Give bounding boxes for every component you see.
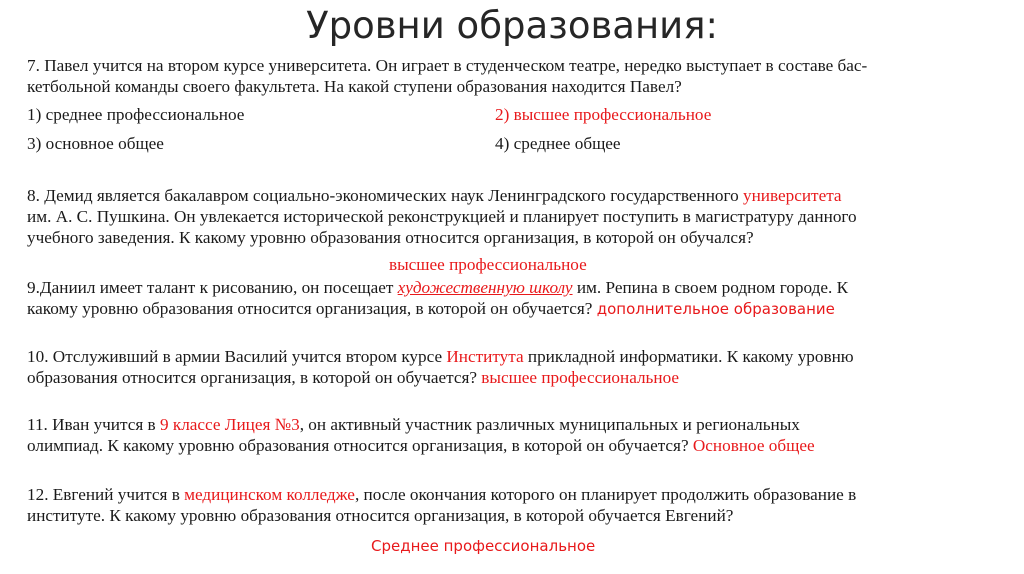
q12-text-b: , после окончания которого он планирует продолжить образование в bbox=[354, 485, 857, 504]
q10-answer: высшее профессиональное bbox=[481, 368, 680, 387]
q11-text-c: олимпиад. К какому уровню образования относится организация, в которой он обучается? bbox=[27, 436, 693, 455]
q9-line-1 bbox=[27, 277, 1007, 298]
q9-answer: дополнительное образование bbox=[596, 300, 835, 318]
q10-line-1 bbox=[27, 346, 1007, 367]
q8-answer: высшее профессиональное bbox=[389, 255, 587, 274]
q9-text-a: 9.Даниил имеет талант к рисованию, он посещает bbox=[27, 278, 398, 297]
q8-highlight: университета bbox=[743, 186, 842, 205]
q11-line-1 bbox=[27, 414, 1007, 435]
q7-option-1: 1) среднее профессиональное bbox=[27, 105, 245, 124]
question-11 bbox=[27, 414, 1007, 456]
question-10 bbox=[27, 346, 1007, 388]
q11-line-2 bbox=[27, 435, 1007, 456]
q11-answer: Основное общее bbox=[692, 436, 815, 455]
question-9 bbox=[27, 277, 1007, 320]
q12-text-a: 12. Евгений учится в bbox=[27, 485, 185, 504]
q10-text-c: образования относится организация, в которой он обучается? bbox=[27, 368, 482, 387]
q9-highlight: художественную школу bbox=[397, 278, 573, 297]
q11-highlight: 9 классе Лицея №3 bbox=[159, 415, 300, 434]
slide-title: Уровни образования: bbox=[306, 4, 718, 47]
q8-line-1 bbox=[27, 185, 1007, 206]
q7-line-1: 7. Павел учится на втором курсе университета. Он играет в студенческом театре, нередко выступает в составе бас- bbox=[27, 56, 868, 75]
q9-line-2 bbox=[27, 298, 1007, 320]
q7-option-3: 3) основное общее bbox=[27, 134, 164, 153]
q7-line-2: кетбольной команды своего факультета. На какой ступени образования находится Павел? bbox=[27, 77, 682, 96]
question-7 bbox=[27, 55, 1007, 97]
q9-text-c: какому уровню образования относится организация, в которой он обучается? bbox=[27, 299, 597, 318]
q11-text-b: , он активный участник различных муниципальных и региональных bbox=[299, 415, 800, 434]
q10-text-a: 10. Отслуживший в армии Василий учится втором курсе bbox=[27, 347, 447, 366]
question-8 bbox=[27, 185, 1007, 248]
q12-line-2: институте. К какому уровню образования относится организация, в которой обучается Евгений? bbox=[27, 506, 734, 525]
q10-line-2 bbox=[27, 367, 1007, 388]
q10-text-b: прикладной информатики. К какому уровню bbox=[523, 347, 854, 366]
q11-text-a: 11. Иван учится в bbox=[27, 415, 160, 434]
q7-option-4: 4) среднее общее bbox=[495, 134, 621, 153]
q12-line-1 bbox=[27, 484, 1007, 505]
q8-line-2: им. А. С. Пушкина. Он увлекается исторической реконструкцией и планирует поступить в магистратуру данного bbox=[27, 207, 857, 226]
question-12 bbox=[27, 484, 1007, 526]
q10-highlight: Института bbox=[446, 347, 524, 366]
q9-text-b: им. Репина в своем родном городе. К bbox=[572, 278, 849, 297]
q12-highlight: медицинском колледже bbox=[184, 485, 355, 504]
q8-text-a: 8. Демид является бакалавром социально-экономических наук Ленинградского государственного bbox=[27, 186, 743, 205]
q12-answer: Среднее профессиональное bbox=[371, 537, 596, 555]
q8-line-3: учебного заведения. К какому уровню образования относится организация, в которой он обучался? bbox=[27, 228, 754, 247]
q7-option-2: 2) высшее профессиональное bbox=[495, 105, 712, 124]
